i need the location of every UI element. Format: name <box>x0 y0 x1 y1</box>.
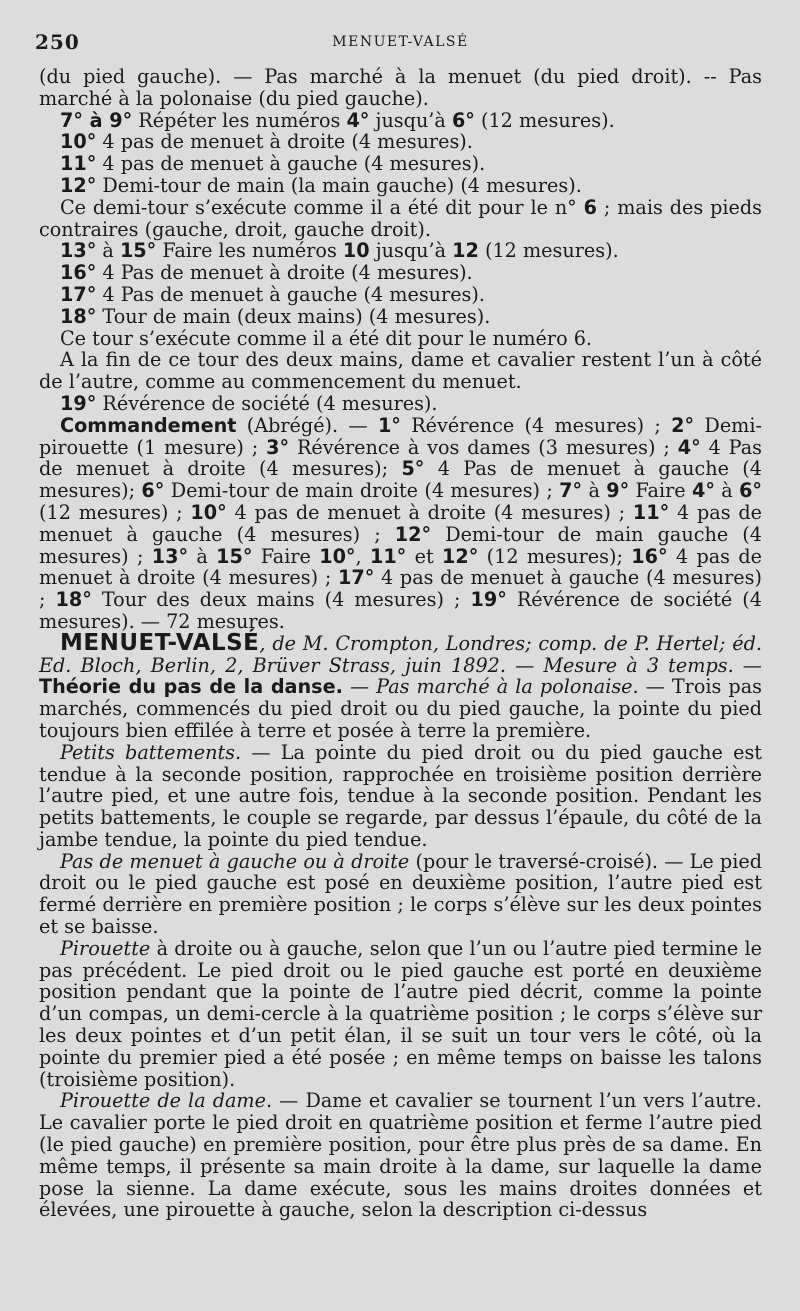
running-title: MENUET-VALSÉ <box>332 34 469 50</box>
step-19: 19° Révérence de société (4 mesures). <box>60 391 438 415</box>
step-18-note: Ce tour s’exécute comme il a été dit pour le numéro 6. <box>60 326 593 350</box>
theory-heading: Théorie du pas de la danse. <box>39 675 343 699</box>
commandement-paragraph: Commandement (Abrégé). — 1° Révérence (4 mesures) ; 2° Demi-pirouette (1 mesure) ; 3° Révérence à vos dames (3 mesures) ; 4° 4 Pas de menuet à droite (4 mesures); 5° 4 Pas de menuet à gauche (4 mesures); 6° Demi-tour de main droite (4 mesures) ; 7° à 9° Faire 4° à 6° (12 mesures) ; 10° 4 pas de menuet à droite (4 mesures) ; 11° 4 pas de menuet à gauche (4 mesures) ; 12° Demi-tour de main gauche (4 mesures) ; 13° à 15° Faire 10°, 11° et 12° (12 mesures); 16° 4 pas de menuet à droite (4 mesures) ; 17° 4 pas de menuet à gauche (4 mesures) ; 18° Tour des deux mains (4 mesures) ; 19° Révérence de société (4 mesures). — 72 mesures. <box>39 413 763 633</box>
step-7-9: 7° à 9° Répéter les numéros 4° jusqu’à 6° (12 mesures). <box>60 108 615 132</box>
menuet-valse-entry: MENUET-VALSÉ, de M. Crompton, Londres; comp. de P. Hertel; éd. Ed. Bloch, Berlin, 2, Brüver Strass, juin 1892. — Mesure à 3 temps. — Théorie du pas de la danse. — Pas marché à la polonaise. — Trois pas marchés, commencés du pied droit ou du pied gauche, la pointe du pied toujours bien effilée à terre et posée à terre la première. <box>39 629 762 742</box>
running-head <box>35 30 762 66</box>
pas-de-menuet-paragraph: Pas de menuet à gauche ou à droite (pour le traversé-croisé). — Le pied droit ou le pied gauche est posé en deuxième position, l’autre pied est fermé derrière en première position ; le corps s’élève sur les deux pointes et se baisse. <box>39 849 762 939</box>
step-17: 17° 4 Pas de menuet à gauche (4 mesures). <box>60 282 485 306</box>
step-12-note: Ce demi-tour s’exécute comme il a été dit pour le n° 6 ; mais des pieds contraires (gauche, droit, gauche droit). <box>39 195 762 241</box>
step-18: 18° Tour de main (deux mains) (4 mesures). <box>60 304 491 328</box>
pirouette-paragraph: Pirouette à droite ou à gauche, selon que l’un ou l’autre pied termine le pas précédent. Le pied droit ou le pied gauche est porté en deuxième position pendant que la pointe de l’autre pied décrit, comme la pointe d’un compas, un demi-cercle à la quatrième position ; le corps s’élève sur les deux pointes et d’un petit élan, il se suit un tour vers le côté, où la pointe du premier pied a été posée ; en même temps on baisse les talons (troisième position). <box>39 936 762 1091</box>
step-10: 10° 4 pas de menuet à droite (4 mesures). <box>60 130 473 154</box>
step-11: 11° 4 pas de menuet à gauche (4 mesures). <box>60 152 486 176</box>
page-number: 250 <box>35 30 80 54</box>
paragraph-continuation: (du pied gauche). — Pas marché à la menuet (du pied droit). -- Pas marché à la polonaise (du pied gauche). <box>39 65 762 110</box>
petits-battements-paragraph: Petits battements. — La pointe du pied droit ou du pied gauche est tendue à la seconde position, rapprochée en troisième position derrière l’autre pied, et une autre fois, tendue à la seconde position. Pendant les petits battements, le couple se regarde, par dessus l’épaule, du côté de la jambe tendue, la pointe du pied tendue. <box>39 740 763 851</box>
entry-title: MENUET-VALSÉ <box>60 629 260 656</box>
step-16: 16° 4 Pas de menuet à droite (4 mesures). <box>60 261 473 285</box>
step-12: 12° Demi-tour de main (la main gauche) (4 mesures). <box>60 173 582 197</box>
page-body <box>39 66 762 1221</box>
pirouette-dame-paragraph: Pirouette de la dame. — Dame et cavalier se tournent l’un vers l’autre. Le cavalier porte le pied droit en quatrième position et ferme l’autre pied (le pied gauche) en première position, pour être plus près de sa dame. En même temps, il présente sa main droite à la dame, sur laquelle la dame pose la sienne. La dame exécute, sous les mains droites données et élevées, une pirouette à gauche, selon la description ci-dessus <box>39 1089 762 1222</box>
step-13-15: 13° à 15° Faire les numéros 10 jusqu’à 12 (12 mesures). <box>60 239 619 263</box>
end-note: A la fin de ce tour des deux mains, dame et cavalier restent l’un à côté de l’autre, comme au commencement du menuet. <box>39 348 762 394</box>
